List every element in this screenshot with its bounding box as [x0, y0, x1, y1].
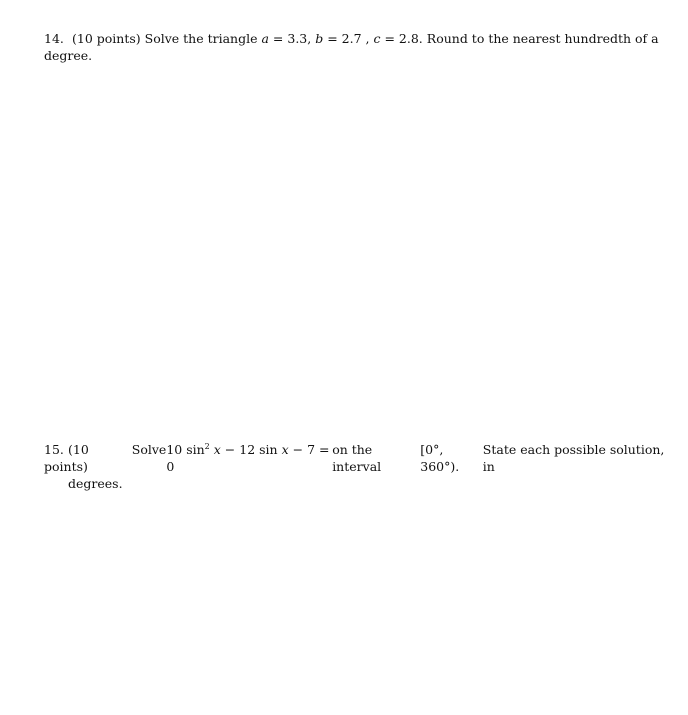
equation-term: − 12 sin	[224, 442, 278, 457]
problem-instruction: State each possible solution, in	[482, 442, 665, 474]
interval-text: on the interval	[332, 442, 382, 474]
problem-continuation: degrees.	[68, 476, 123, 491]
equation	[166, 441, 332, 475]
equation-variable: x	[213, 442, 221, 457]
problem-text: Solve the triangle	[144, 31, 258, 46]
problem-14	[44, 30, 670, 64]
problem-number: 15.	[44, 442, 64, 457]
problem-points: (10 points)	[44, 442, 89, 474]
equation-term: 10 sin	[166, 442, 205, 457]
value-a: = 3.3,	[272, 31, 312, 46]
equation-variable: x	[281, 442, 289, 457]
interval: [0°, 360°).	[420, 442, 460, 474]
equation-exponent: 2	[204, 442, 210, 451]
problem-points: (10 points)	[71, 31, 141, 46]
problem-15	[44, 441, 670, 492]
problem-instruction: Round to the nearest hundredth of a degree.	[44, 31, 659, 63]
problem-number-group	[44, 441, 132, 475]
value-c: = 2.8.	[384, 31, 423, 46]
variable-c: c	[373, 31, 381, 46]
problem-number: 14.	[44, 31, 64, 46]
solve-word: Solve	[131, 442, 167, 457]
problem-line	[44, 441, 670, 475]
value-b: = 2.7 ,	[327, 31, 370, 46]
variable-a: a	[261, 31, 269, 46]
equation-term: − 7 = 0	[166, 442, 330, 474]
variable-b: b	[315, 31, 324, 46]
